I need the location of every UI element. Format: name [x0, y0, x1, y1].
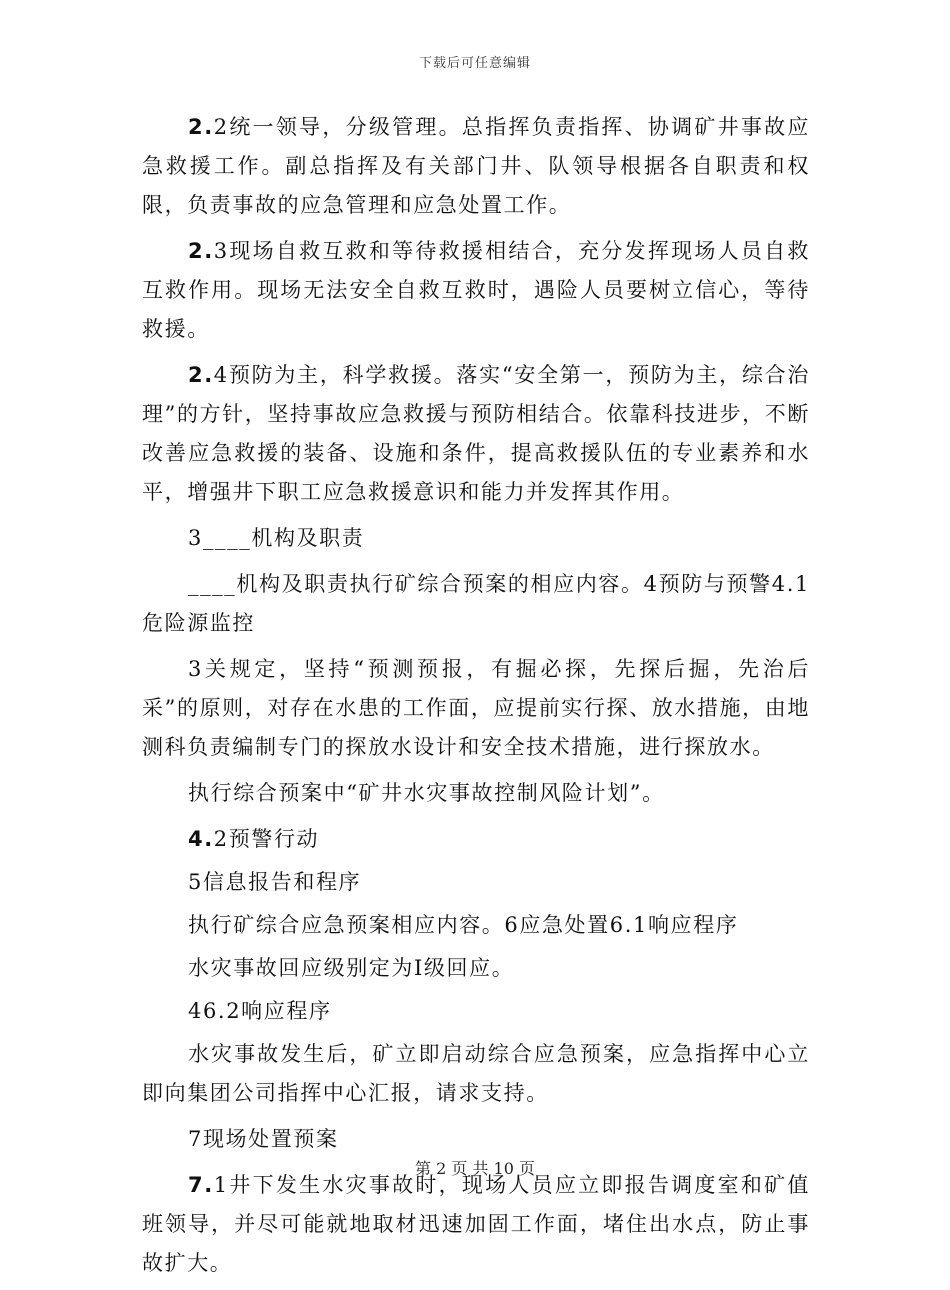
paragraph-text: 3现场自救互救和等待救援相结合，充分发挥现场人员自救互救作用。现场无法安全自救互救时，遇险人员要树立信心，等待救援。 [142, 239, 810, 341]
paragraph-text: 执行矿综合应急预案相应内容。6应急处置6.1响应程序 [188, 913, 739, 937]
heading-3 [142, 519, 810, 558]
paragraph-response-level [142, 949, 810, 988]
section-number: 4. [188, 827, 214, 851]
section-number: 2. [188, 363, 214, 387]
heading-5 [142, 863, 810, 902]
page-footer: 第 2 页 共 10 页 [415, 1159, 535, 1178]
paragraph-risk-plan [142, 774, 810, 813]
heading-7 [142, 1120, 810, 1159]
paragraph-text: 水灾事故回应级别定为Ⅰ级回应。 [188, 956, 515, 980]
section-number: 2. [188, 115, 214, 139]
paragraph-org-duties [142, 565, 810, 643]
paragraph-7-1 [142, 1166, 810, 1283]
paragraph-text: 5信息报告和程序 [188, 870, 362, 894]
paragraph-text: 46.2响应程序 [188, 999, 332, 1023]
paragraph-text: 1井下发生水灾事故时，现场人员应立即报告调度室和矿值班领导，并尽可能就地取材迅速加固工作面，堵住出水点，防止事故扩大。 [142, 1173, 810, 1275]
paragraph-text: ____机构及职责执行矿综合预案的相应内容。4预防与预警4.1危险源监控 [142, 572, 810, 635]
paragraph-2-2 [142, 108, 810, 225]
paragraph-text: 2预警行动 [213, 827, 320, 851]
section-number: 2. [188, 239, 214, 263]
paragraph-text: 7现场处置预案 [188, 1127, 339, 1151]
section-number: 7. [188, 1173, 214, 1197]
paragraph-emergency [142, 906, 810, 945]
paragraph-monitoring [142, 650, 810, 767]
paragraph-text: 4预防为主，科学救援。落实“安全第一，预防为主，综合治理”的方针，坚持事故应急救援与预防相结合。依靠科技进步，不断改善应急救援的装备、设施和条件，提高救援队伍的专业素养和水平，增强井下职工应急救援意识和能力并发挥其作用。 [142, 363, 810, 504]
paragraph-text: 执行综合预案中“矿井水灾事故控制风险计划”。 [188, 781, 665, 805]
paragraph-response-procedure [142, 1035, 810, 1113]
paragraph-text: 3____机构及职责 [188, 526, 365, 550]
heading-4-2 [142, 820, 810, 859]
document-body [142, 108, 810, 1290]
paragraph-text: 水灾事故发生后，矿立即启动综合应急预案，应急指挥中心立即向集团公司指挥中心汇报，请求支持。 [142, 1042, 810, 1105]
paragraph-text: 3关规定，坚持“预测预报，有掘必探，先探后掘，先治后采”的原则，对存在水患的工作面，应提前实行探、放水措施，由地测科负责编制专门的探放水设计和安全技术措施，进行探放水。 [142, 657, 810, 759]
page-header: 下载后可任意编辑 [418, 56, 531, 71]
paragraph-text: 2统一领导，分级管理。总指挥负责指挥、协调矿井事故应急救援工作。副总指挥及有关部门井、队领导根据各自职责和权限，负责事故的应急管理和应急处置工作。 [142, 115, 810, 217]
heading-6-2 [142, 992, 810, 1031]
paragraph-2-4 [142, 356, 810, 512]
paragraph-2-3 [142, 232, 810, 349]
